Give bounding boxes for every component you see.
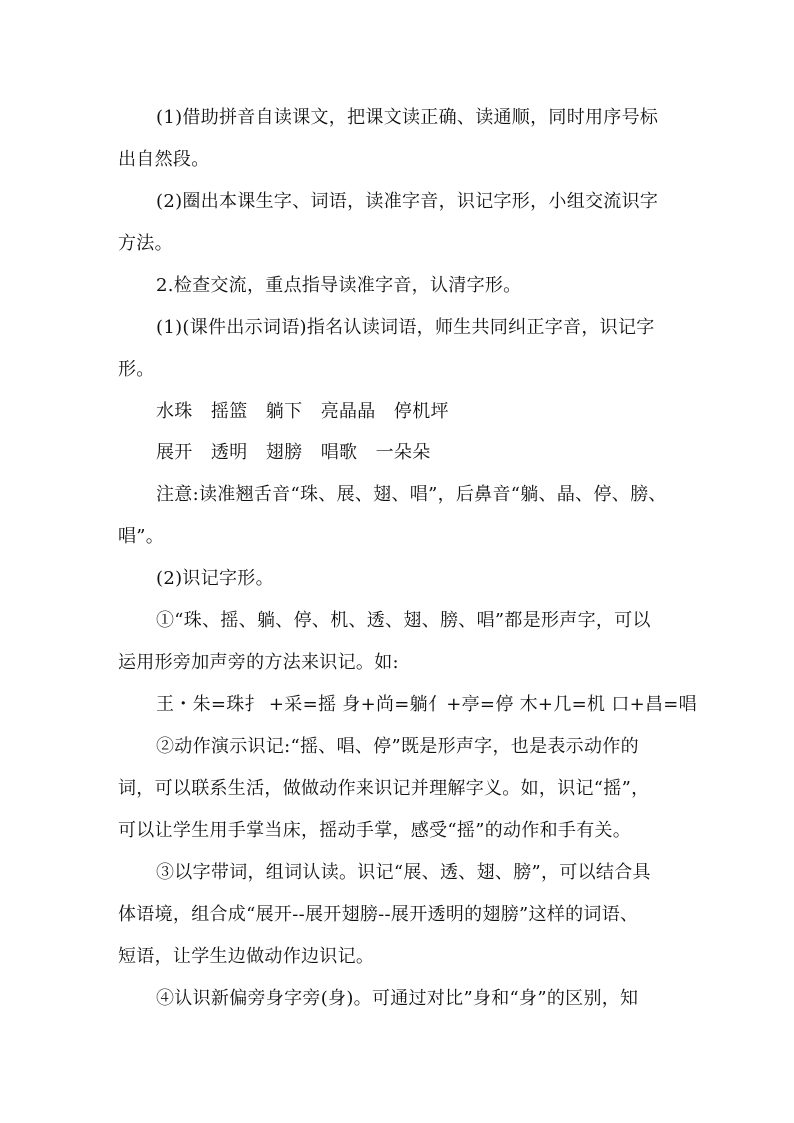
paragraph-line: 短语，让学生边做动作边识记。 bbox=[118, 946, 375, 967]
paragraph-line: ②动作演示识记:“摇、唱、停”既是形声字，也是表示动作的 bbox=[156, 736, 639, 757]
paragraph-line: 方法。 bbox=[118, 233, 173, 254]
paragraph-line: ③以字带词，组词认读。识记“展、透、翅、膀”，可以结合具 bbox=[156, 862, 651, 883]
vocabulary-line: 展开 透明 翅膀 唱歌 一朵朵 bbox=[156, 442, 431, 463]
paragraph-line: (2)圈出本课生字、词语，读准字音，识记字形，小组交流识字 bbox=[156, 191, 659, 212]
paragraph-line: 注意:读准翘舌音“珠、展、翅、唱”，后鼻音“躺、晶、停、膀、 bbox=[156, 484, 667, 505]
formula-line: 王・朱=珠扌 +采=摇 身+尚=躺亻+亭=停 木+几=机 口+昌=唱 bbox=[156, 694, 697, 715]
paragraph-line: 2.检查交流，重点指导读准字音，认清字形。 bbox=[156, 275, 522, 296]
paragraph-line: 可以让学生用手掌当床，摇动手掌，感受“摇”的动作和手有关。 bbox=[118, 820, 632, 841]
paragraph-line: (1)(课件出示词语)指名认读词语，师生共同纠正字音，识记字 bbox=[156, 317, 655, 338]
paragraph-line: 出自然段。 bbox=[118, 149, 210, 170]
paragraph-line: 形。 bbox=[118, 359, 155, 380]
paragraph-line: (1)借助拼音自读课文，把课文读正确、读通顺，同时用序号标 bbox=[156, 107, 659, 128]
paragraph-line: 词，可以联系生活，做做动作来识记并理解字义。如，识记“摇”， bbox=[118, 778, 650, 799]
paragraph-line: 体语境，组合成“展开--展开翅膀--展开透明的翅膀”这样的词语、 bbox=[118, 904, 639, 925]
paragraph-line: ①“珠、摇、躺、停、机、透、翅、膀、唱”都是形声字，可以 bbox=[156, 610, 651, 631]
paragraph-line: (2)识记字形。 bbox=[156, 568, 274, 589]
paragraph-line: 唱”。 bbox=[118, 526, 165, 547]
paragraph-line: ④认识新偏旁身字旁(身)。可通过对比”身和“身”的区别，知 bbox=[156, 988, 639, 1009]
vocabulary-line: 水珠 摇篮 躺下 亮晶晶 停机坪 bbox=[156, 401, 449, 422]
paragraph-line: 运用形旁加声旁的方法来识记。如: bbox=[118, 652, 399, 673]
